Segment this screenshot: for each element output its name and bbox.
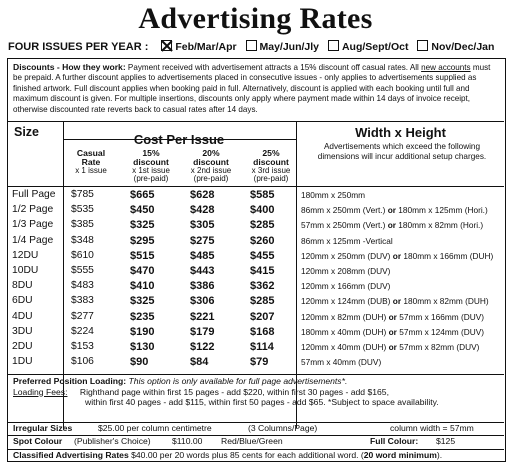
table-row: [8, 340, 504, 355]
dimension-or: or: [387, 205, 396, 216]
casual-rate-cell: $385: [71, 219, 94, 231]
dimensions-note: Advertisements which exceed the following dimensions will incur additional setup charges.: [317, 142, 487, 161]
spot-colour-row: [8, 435, 504, 449]
classified-label: Classified Advertising Rates: [13, 450, 129, 460]
col-header-line: discount: [133, 156, 169, 167]
casual-rate-cell: $106: [71, 356, 94, 368]
dimension-or: or: [388, 342, 397, 352]
dimension-or: or: [392, 250, 402, 261]
size-cell: 10DU: [12, 265, 39, 276]
discount-15-cell: $470: [130, 265, 155, 277]
discount-25-cell: $362: [250, 280, 275, 293]
cost-header: Cost Per Issue: [133, 132, 225, 147]
loading-fees-line-1: Righthand page within first 15 pages - add $220, within first 30 pages - add $165,: [79, 386, 389, 397]
size-cell: Full Page: [12, 189, 56, 200]
dimension-a: 180mm x 250mm: [301, 190, 366, 200]
discount-20-cell: $386: [190, 280, 215, 293]
classified-end: ).: [436, 450, 443, 460]
dimensions-cell: [301, 281, 390, 291]
size-cell: 8DU: [12, 280, 33, 292]
col-header-line: Casual: [76, 148, 106, 158]
col-header-line: x 2nd issue: [190, 165, 232, 175]
dimension-b: 57mm x 124mm (DUV): [396, 326, 485, 337]
size-cell: 1/3 Page: [12, 219, 54, 231]
full-colour-price: $125: [436, 436, 456, 446]
discount-25-cell: $285: [250, 295, 275, 308]
casual-rate-cell: $555: [71, 265, 94, 276]
classified-minimum: 20 word minimum: [363, 450, 437, 460]
dimension-a: 57mm x 250mm (Vert.): [301, 220, 388, 231]
dimension-or: or: [388, 326, 397, 337]
width-height-header: Width x Height: [355, 125, 446, 140]
discount-25-cell: $168: [250, 325, 275, 338]
dimensions-cell: [301, 220, 483, 230]
dimension-or: or: [388, 311, 397, 322]
col-header-line: (pre-paid): [133, 174, 169, 184]
table-row: [8, 188, 504, 203]
issue-label-4: Nov/Dec/Jan: [431, 41, 495, 53]
loading-fees-line-2: within first 40 pages - add $115, within first 50 pages - add $65. *Subject to space availability.: [85, 397, 439, 407]
discount-25-cell: $415: [250, 265, 275, 277]
dimensions-cell: [301, 251, 493, 261]
dimensions-cell: [301, 357, 381, 367]
row-divider: [8, 186, 504, 187]
dimension-a: 180mm x 40mm (DUH): [301, 326, 389, 337]
discount-20-cell: $275: [190, 234, 215, 247]
casual-rate-cell: $785: [71, 189, 94, 200]
new-accounts-text: new accounts: [421, 63, 471, 72]
dimensions-cell: [301, 327, 484, 337]
preferred-note: This option is only available for full page advertisements*.: [126, 376, 348, 386]
dimensions-cell: [301, 190, 365, 200]
classified-text: $40.00 per 20 words plus 85 cents for each additional word. (: [128, 450, 364, 460]
issue-label-2: May/Jun/Jly: [259, 41, 320, 53]
classified-row: [8, 449, 504, 463]
table-row: [8, 325, 504, 340]
dimension-or: or: [387, 220, 396, 231]
table-row: [8, 279, 504, 294]
col-header-line: 15%: [142, 148, 160, 158]
issue-label-1: Feb/Mar/Apr: [175, 41, 237, 53]
loading-fees-label: Loading Fees:: [13, 386, 68, 397]
dimension-b: 180mm x 166mm (DUH): [401, 250, 494, 261]
dimension-or: or: [392, 296, 402, 307]
size-cell: 2DU: [12, 341, 33, 352]
issue-checkbox-3[interactable]: [328, 40, 339, 51]
table-row: [8, 310, 504, 325]
dimension-b: 180mm x 125mm (Hori.): [396, 205, 488, 216]
discount-25-cell: $79: [250, 356, 269, 369]
spot-price: $110.00: [172, 436, 203, 446]
col-header-line: 20%: [202, 148, 220, 158]
col-header-line: x 3rd issue: [251, 165, 291, 175]
dimension-a: 120mm x 208mm (DUV): [301, 266, 391, 276]
discount-20-cell: $179: [190, 325, 215, 338]
size-header: Size: [14, 125, 40, 139]
discount-15-cell: $450: [130, 204, 155, 217]
dimensions-cell: [301, 342, 479, 352]
size-cell: 3DU: [12, 325, 33, 337]
discount-20-cell: $628: [190, 189, 215, 201]
dimensions-cell: [301, 205, 488, 215]
issue-selector: [8, 40, 508, 53]
discount-20-cell: $485: [190, 249, 215, 262]
table-row: [8, 294, 504, 309]
discount-15-cell: $235: [130, 310, 155, 323]
discount-20-column-header: [180, 149, 242, 184]
dimension-b: 57mm x 166mm (DUV): [396, 311, 485, 322]
spot-colours: Red/Blue/Green: [221, 436, 283, 446]
col-header-line: x 1st issue: [132, 165, 170, 175]
col-header-line: x 1 issue: [75, 165, 107, 175]
dimensions-cell: [301, 236, 393, 246]
issue-checkbox-1[interactable]: [161, 40, 172, 51]
casual-rate-cell: $610: [71, 249, 94, 261]
dimension-a: 120mm x 250mm (DUV): [301, 250, 393, 261]
casual-rate-cell: $153: [71, 341, 94, 352]
size-cell: 1DU: [12, 356, 33, 368]
dimension-b: 180mm x 82mm (DUH): [401, 296, 489, 307]
irregular-width: column width = 57mm: [390, 423, 474, 433]
spot-sub: (Publisher's Choice): [74, 436, 151, 446]
discount-15-cell: $410: [130, 280, 155, 293]
casual-rate-cell: $224: [71, 325, 94, 337]
dimension-b: 180mm x 82mm (Hori.): [396, 220, 484, 231]
table-row: [8, 218, 504, 233]
discount-15-cell: $90: [130, 356, 149, 369]
dimensions-cell: [301, 296, 489, 306]
dimension-a: 120mm x 166mm (DUV): [301, 281, 391, 292]
dimension-a: 120mm x 82mm (DUH): [301, 311, 389, 322]
size-cell: 4DU: [12, 310, 33, 322]
table-row: [8, 203, 504, 218]
dimension-a: 57mm x 40mm (DUV): [301, 357, 382, 368]
irregular-columns: (3 Columns/Page): [248, 423, 318, 433]
spot-label: Spot Colour: [13, 436, 63, 446]
discount-25-cell: $400: [250, 204, 275, 217]
size-cell: 12DU: [12, 249, 39, 261]
irregular-sizes-row: [8, 422, 504, 435]
dimension-a: 120mm x 40mm (DUH): [301, 342, 389, 352]
irregular-price: $25.00 per column centimetre: [98, 423, 212, 433]
dimension-b: 57mm x 82mm (DUV): [396, 342, 480, 352]
casual-column-header: [66, 149, 116, 175]
size-cell: 1/2 Page: [12, 204, 54, 216]
classified-text-wrap: [13, 450, 442, 460]
table-row: [8, 234, 504, 249]
col-header-line: discount: [193, 156, 229, 167]
discount-15-cell: $325: [130, 219, 155, 232]
discount-20-cell: $428: [190, 204, 215, 217]
col-header-line: discount: [253, 156, 289, 167]
discounts-section: [8, 59, 504, 122]
dimensions-cell: [301, 312, 484, 322]
issue-checkbox-4[interactable]: [417, 40, 428, 51]
discounts-text-1: Payment received with advertisement attracts a 15% discount off casual rates. All: [125, 63, 422, 72]
col-header-line: Rate: [81, 156, 101, 167]
discount-20-cell: $443: [190, 265, 215, 277]
issues-lead: FOUR ISSUES PER YEAR :: [8, 41, 149, 53]
discount-15-cell: $515: [130, 249, 155, 262]
full-colour-label: Full Colour:: [370, 436, 419, 446]
casual-rate-cell: $483: [71, 280, 94, 292]
col-header-line: 25%: [262, 148, 280, 158]
discounts-heading: Discounts - How they work:: [13, 62, 126, 72]
discount-15-cell: $130: [130, 341, 155, 353]
discount-25-cell: $260: [250, 234, 275, 247]
discount-25-cell: $114: [250, 341, 274, 353]
casual-rate-cell: $535: [71, 204, 94, 216]
discount-15-cell: $665: [130, 189, 155, 201]
page-title: Advertising Rates: [138, 2, 373, 35]
col-header-line: (pre-paid): [253, 174, 289, 184]
dimension-a: 120mm x 124mm (DUB): [301, 296, 393, 307]
table-row: [8, 355, 504, 370]
size-cell: 6DU: [12, 295, 33, 307]
preferred-heading: Preferred Position Loading:: [13, 376, 127, 386]
dimension-a: 86mm x 250mm (Vert.): [301, 205, 388, 216]
issue-checkbox-2[interactable]: [246, 40, 257, 51]
discount-20-cell: $306: [190, 295, 215, 308]
preferred-position-section: [8, 374, 504, 422]
discounts-text-2: must be prepaid. A further discount applies to advertisements placed in consecutive issues - only applies to advertisements supplied as finished artwork. Full discount applies when booking paid in full. Alternatively, discount is applied with each booking until full and maximum discount is given. For multiple insertions, discounts only apply where payment made within 14 days of invoice receipt, otherwise discounted rate reverts back to casual rates after 14 days.: [13, 63, 491, 114]
issue-label-3: Aug/Sept/Oct: [341, 41, 409, 53]
discount-20-cell: $305: [190, 219, 215, 232]
casual-rate-cell: $383: [71, 295, 94, 307]
table-row: [8, 264, 504, 279]
discount-25-column-header: [240, 149, 302, 184]
discount-25-cell: $585: [250, 189, 275, 201]
discount-15-cell: $325: [130, 295, 155, 308]
casual-rate-cell: $277: [71, 310, 94, 322]
discount-15-column-header: [120, 149, 182, 184]
dimensions-cell: [301, 266, 390, 276]
discount-25-cell: $207: [250, 310, 275, 323]
discount-15-cell: $295: [130, 234, 155, 247]
irregular-label: Irregular Sizes: [13, 423, 73, 433]
discount-25-cell: $285: [250, 219, 275, 232]
discount-20-cell: $84: [190, 356, 209, 369]
discount-25-cell: $455: [250, 249, 275, 262]
discount-20-cell: $122: [190, 341, 215, 353]
size-cell: 1/4 Page: [12, 234, 54, 246]
casual-rate-cell: $348: [71, 234, 94, 246]
discount-15-cell: $190: [130, 325, 155, 338]
dimension-a: 86mm x 125mm -Vertical: [301, 235, 393, 246]
col-header-line: (pre-paid): [193, 174, 229, 184]
table-row: [8, 249, 504, 264]
rates-frame: [7, 58, 506, 462]
discount-20-cell: $221: [190, 310, 215, 323]
